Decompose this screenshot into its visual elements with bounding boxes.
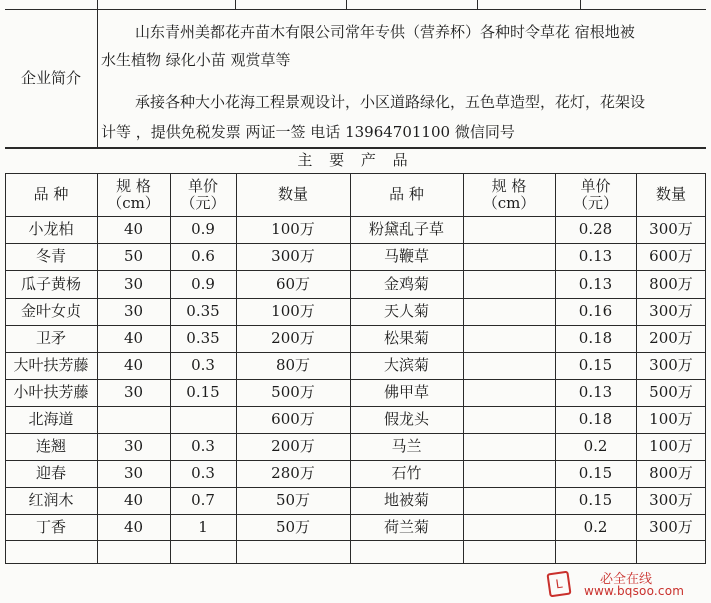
quantity-cell-right: 500万 <box>649 383 693 401</box>
variety-cell-right: 地被菊 <box>383 491 429 509</box>
spec-cell-right <box>463 298 555 325</box>
spec-cell-right <box>463 216 555 243</box>
header-variety-left: 品 种 <box>33 185 69 203</box>
quantity-cell-right: 300万 <box>649 517 693 536</box>
intro-top-rule <box>5 9 706 10</box>
quantity-cell-right: 300万 <box>649 302 693 320</box>
unit-price-cell-left: 0.7 <box>191 491 215 509</box>
quantity-cell-right: 600万 <box>649 247 693 265</box>
spec-cell-left: 50 <box>123 247 144 265</box>
variety-cell-right: 大滨菊 <box>383 356 429 374</box>
cut-row-divider <box>580 0 581 9</box>
unit-price-cell-left: 0.6 <box>191 247 215 265</box>
price-list-sheet <box>5 0 706 563</box>
spec-cell-left: 30 <box>123 302 144 320</box>
quantity-cell-left: 100万 <box>271 220 315 238</box>
variety-cell-right: 松果菊 <box>383 329 429 347</box>
unit-price-cell-right: 0.18 <box>578 410 613 428</box>
cut-row-divider <box>235 0 236 9</box>
quantity-cell-left: 200万 <box>271 437 315 455</box>
row-rule <box>5 540 706 541</box>
spec-cell-right <box>463 270 555 298</box>
header-spec-right: 规 格 （cm） <box>482 176 536 212</box>
quantity-cell-left: 500万 <box>271 383 315 401</box>
unit-price-cell-right: 0.2 <box>583 517 608 536</box>
header-spec-left: 规 格 （cm） <box>107 176 160 212</box>
spec-cell-right <box>463 487 555 514</box>
variety-cell-left: 迎春 <box>35 464 66 482</box>
intro-divider <box>97 0 98 147</box>
variety-cell-left: 连翘 <box>35 437 66 455</box>
unit-price-cell-right: 0.15 <box>578 356 613 374</box>
quantity-cell-left: 60万 <box>275 274 311 293</box>
watermark-url: www.bqsoo.com <box>584 584 685 598</box>
unit-price-cell-left: 0.9 <box>191 274 215 293</box>
company-intro-line-1: 山东青州美都花卉苗木有限公司常年专供（营养杯）各种时令草花 宿根地被 <box>135 23 635 41</box>
header-unit-price-right: 单价 （元） <box>572 176 618 212</box>
spec-cell-left: 30 <box>123 274 144 293</box>
row-rule <box>5 563 706 564</box>
company-intro-line-3: 承接各种大小花海工程景观设计，小区道路绿化，五色草造型，花灯，花架设 <box>135 93 646 111</box>
company-intro-label: 企业简介 <box>20 68 81 87</box>
unit-price-cell-right: 0.28 <box>578 220 613 238</box>
variety-cell-left: 北海道 <box>28 410 74 428</box>
quantity-cell-left: 50万 <box>275 517 311 536</box>
variety-cell-right: 马鞭草 <box>383 247 429 265</box>
variety-cell-left: 小叶扶芳藤 <box>13 383 89 401</box>
variety-cell-left: 卫矛 <box>35 329 66 347</box>
quantity-cell-right: 300万 <box>649 491 693 509</box>
unit-price-cell-left: 0.35 <box>186 329 220 347</box>
unit-price-cell-right: 0.15 <box>578 464 613 482</box>
spec-cell-left <box>97 406 170 433</box>
header-unit-price-left: 单价 （元） <box>180 176 226 212</box>
spec-cell-left: 40 <box>123 220 144 238</box>
variety-cell-right: 马兰 <box>391 437 422 455</box>
quantity-cell-right: 300万 <box>649 220 693 238</box>
header-variety-right: 品 种 <box>389 185 424 203</box>
unit-price-cell-left: 0.15 <box>186 383 220 401</box>
unit-price-cell-left: 0.3 <box>191 437 215 455</box>
quantity-cell-right: 100万 <box>649 437 693 455</box>
variety-cell-left: 瓜子黄杨 <box>20 274 81 293</box>
watermark-site-name: 必全在线 <box>600 572 653 587</box>
variety-cell-left: 丁香 <box>35 517 66 536</box>
quantity-cell-right: 300万 <box>649 356 693 374</box>
spec-cell-right <box>463 460 555 487</box>
quantity-cell-left: 200万 <box>271 329 315 347</box>
variety-cell-right: 荷兰菊 <box>383 517 429 536</box>
spec-cell-right <box>463 325 555 352</box>
quantity-cell-left: 100万 <box>271 302 315 320</box>
unit-price-cell-left: 0.9 <box>191 220 215 238</box>
watermark-logo-icon: L <box>546 571 571 598</box>
spec-cell-left: 40 <box>123 491 144 509</box>
variety-cell-right: 石竹 <box>391 464 422 482</box>
variety-cell-right: 金鸡菊 <box>383 274 429 293</box>
spec-cell-right <box>463 352 555 379</box>
unit-price-cell-right: 0.16 <box>578 302 613 320</box>
company-intro-line-4: 计等 ，提供免税发票 两证一签 电话 13964701100 微信同号 <box>101 123 515 141</box>
unit-price-cell-right: 0.18 <box>578 329 613 347</box>
unit-price-cell-right: 0.13 <box>578 383 613 401</box>
spec-cell-left: 30 <box>123 437 144 455</box>
quantity-cell-left: 50万 <box>275 491 311 509</box>
header-quantity-left: 数量 <box>277 185 308 203</box>
spec-cell-left: 40 <box>123 356 144 374</box>
quantity-cell-right: 800万 <box>649 274 693 293</box>
spec-cell-left: 40 <box>123 517 144 536</box>
quantity-cell-left: 80万 <box>275 356 311 374</box>
unit-price-cell-left: 0.3 <box>191 464 215 482</box>
unit-price-cell-right: 0.2 <box>583 437 608 455</box>
quantity-cell-left: 300万 <box>271 247 315 265</box>
spec-cell-right <box>463 433 555 460</box>
quantity-cell-left: 280万 <box>271 464 315 482</box>
quantity-cell-right: 800万 <box>649 464 693 482</box>
spec-cell-right <box>463 243 555 270</box>
variety-cell-left: 红润木 <box>28 491 74 509</box>
spec-cell-right <box>463 514 555 540</box>
unit-price-cell-right: 0.15 <box>578 491 613 509</box>
unit-price-cell-right: 0.13 <box>578 274 613 293</box>
unit-price-cell-left: 1 <box>198 517 208 536</box>
spec-cell-left: 40 <box>123 329 144 347</box>
variety-cell-left: 小龙柏 <box>28 220 74 238</box>
spec-cell-left: 30 <box>123 383 144 401</box>
unit-price-cell-left: 0.3 <box>191 356 215 374</box>
quantity-cell-right: 200万 <box>649 329 693 347</box>
unit-price-cell-right: 0.13 <box>578 247 613 265</box>
company-intro-line-2: 水生植物 绿化小苗 观赏草等 <box>101 51 291 69</box>
variety-cell-right: 佛甲草 <box>383 383 429 401</box>
variety-cell-left: 大叶扶芳藤 <box>13 356 89 374</box>
header-quantity-right: 数量 <box>655 185 686 203</box>
products-title: 主 要 产 品 <box>297 151 414 169</box>
spec-cell-right <box>463 379 555 406</box>
variety-cell-left: 冬青 <box>35 247 66 265</box>
variety-cell-left: 金叶女贞 <box>20 302 81 320</box>
watermark <box>548 566 698 600</box>
quantity-cell-left: 600万 <box>271 410 315 428</box>
spec-cell-right <box>463 406 555 433</box>
unit-price-cell-left: 0.35 <box>186 302 220 320</box>
spec-cell-left: 30 <box>123 464 144 482</box>
cut-row-divider <box>346 0 347 9</box>
quantity-cell-right: 100万 <box>649 410 693 428</box>
variety-cell-right: 假龙头 <box>383 410 429 428</box>
variety-cell-right: 粉黛乱子草 <box>368 220 444 238</box>
unit-price-cell-left <box>170 406 236 433</box>
variety-cell-right: 天人菊 <box>383 302 429 320</box>
cut-row-divider <box>477 0 478 9</box>
